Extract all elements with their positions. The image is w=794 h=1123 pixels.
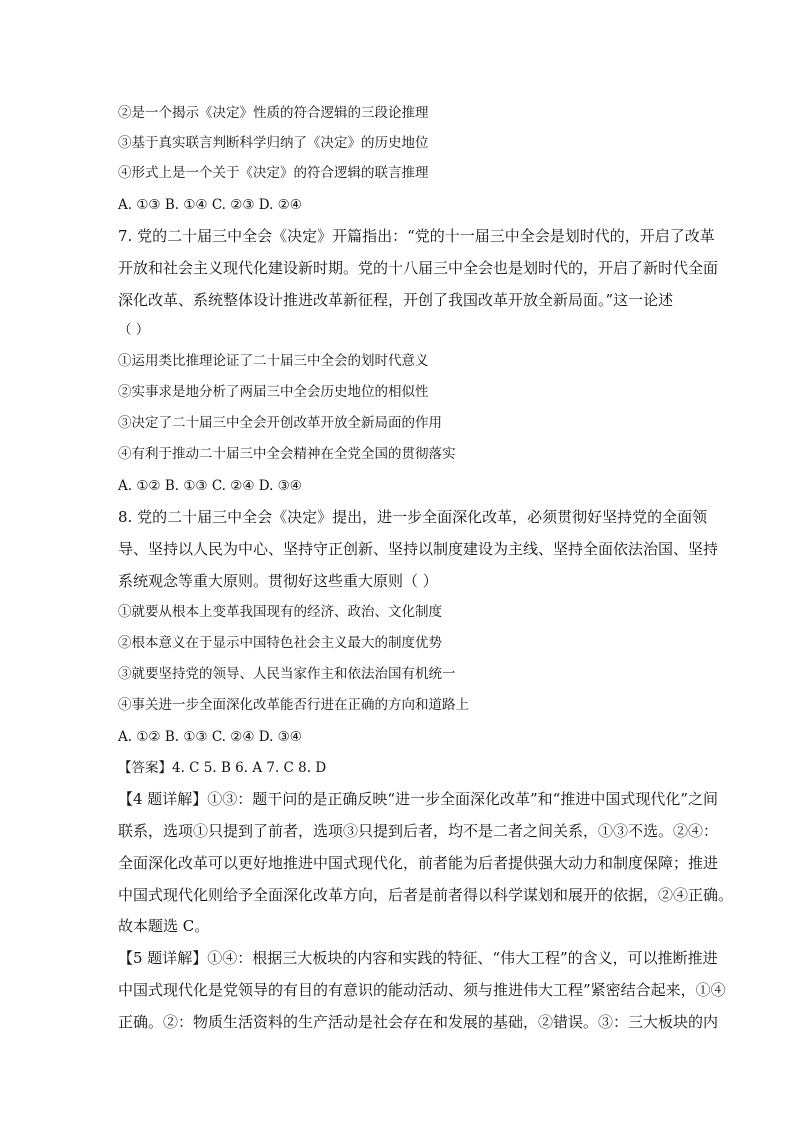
- explanation-4: 中国式现代化则给予全面深化改革方向，后者是前者得以科学谋划和展开的依据，②④正确。: [118, 886, 734, 904]
- option-line: ④事关进一步全面深化改革能否行进在正确的方向和道路上: [118, 697, 469, 713]
- explanation-5: 正确。②：物质生活资料的生产活动是社会存在和发展的基础，②错误。③：三大板块的内: [118, 1013, 719, 1031]
- option-line: ③基于真实联言判断科学归纳了《决定》的历史地位: [118, 135, 429, 151]
- option-line: ②实事求是地分析了两届三中全会历史地位的相似性: [118, 384, 429, 400]
- explanation-4: 全面深化改革可以更好地推进中国式现代化，前者能为后者提供强大动力和制度保障；推进: [118, 854, 719, 872]
- answer-blank: （ ）: [118, 322, 150, 338]
- answer-choices: A. ①② B. ①③ C. ②④ D. ③④: [118, 478, 302, 494]
- answer-choices: A. ①② B. ①③ C. ②④ D. ③④: [118, 729, 302, 745]
- option-line: ④形式上是一个关于《决定》的符合逻辑的联言推理: [118, 165, 429, 181]
- explanation-5: 中国式现代化是党领导的有目的有意识的能动活动、须与推进伟大工程”紧密结合起来，①④: [118, 981, 726, 999]
- question-8-text: 系统观念等重大原则。贯彻好这些重大原则（ ）: [118, 572, 438, 590]
- option-line: ①运用类比推理论证了二十届三中全会的划时代意义: [118, 353, 429, 369]
- option-line: ①就要从根本上变革我国现有的经济、政治、文化制度: [118, 604, 442, 620]
- question-7-text: 深化改革、系统整体设计推进改革新征程，开创了我国改革开放全新局面。”这一论述: [118, 291, 674, 309]
- option-line: ②根本意义在于显示中国特色社会主义最大的制度优势: [118, 635, 442, 651]
- option-line: ③决定了二十届三中全会开创改革开放全新局面的作用: [118, 415, 442, 431]
- question-8-text: 导、坚持以人民为中心、坚持守正创新、坚持以制度建设为主线、坚持全面依法治国、坚持: [118, 540, 719, 558]
- option-line: ②是一个揭示《决定》性质的符合逻辑的三段论推理: [118, 105, 429, 121]
- explanation-4: 联系，选项①只提到了前者，选项③只提到后者，均不是二者之间关系，①③不选。②④：: [118, 822, 719, 840]
- explanation-4: 故本题选 C。: [118, 917, 210, 935]
- question-7-text: 7. 党的二十届三中全会《决定》开篇指出：“党的十一届三中全会是划时代的，开启了改革: [118, 227, 715, 245]
- explanation-5: 【5 题详解】①④：根据三大板块的内容和实践的特征、“伟大工程”的含义，可以推断推进: [118, 949, 718, 967]
- option-line: ③就要坚持党的领导、人民当家作主和依法治国有机统一: [118, 666, 456, 682]
- answer-key: 【答案】4. C 5. B 6. A 7. C 8. D: [118, 760, 327, 776]
- answer-choices: A. ①③ B. ①④ C. ②③ D. ②④: [118, 197, 302, 213]
- question-8-text: 8. 党的二十届三中全会《决定》提出，进一步全面深化改革，必须贯彻好坚持党的全面领: [118, 508, 708, 526]
- question-7-text: 开放和社会主义现代化建设新时期。党的十八届三中全会也是划时代的，开启了新时代全面: [118, 259, 719, 277]
- explanation-4: 【4 题详解】①③：题干问的是正确反映“进一步全面深化改革”和“推进中国式现代化”之间: [118, 790, 718, 808]
- option-line: ④有利于推动二十届三中全会精神在全党全国的贯彻落实: [118, 446, 456, 462]
